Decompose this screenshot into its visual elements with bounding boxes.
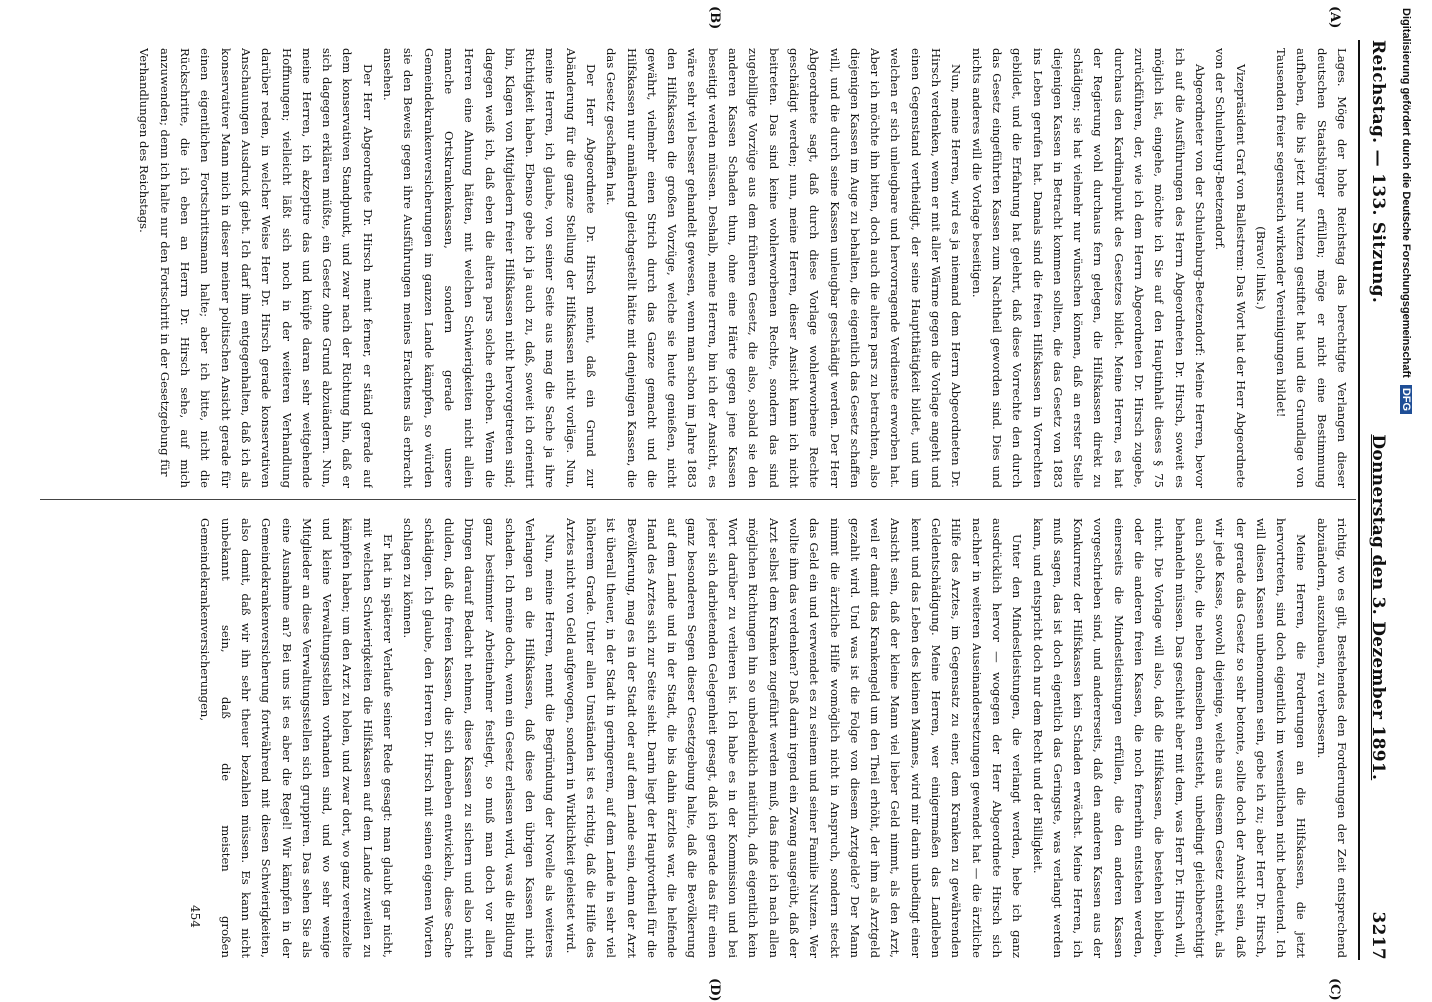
- paragraph: Meine Herren, die Forderungen an die Hilfskassen, die jetzt hervortreten, sind doch eigentlich im wesentlichen nicht bedeutend. Ich will diesen Kassen unbenommen sein, gebe ich zu; aber Herr Dr. Hirsch, der gerade das Gesetz so sehr betonte, sollte doch der Ansicht sein, daß wir jede Kasse, sowohl diejenige, welche aus diesem Gesetz entsteht, als auch solche, die neben demselben entsteht, unbedingt gleichberechtigt behandeln müssen. Das geschieht aber mit dem, was Herr Dr. Hirsch will, nicht. Die Vorlage will also, daß die Hilfskassen, die bestehen bleiben, oder die anderen freien Kassen, die noch fernerhin entstehen werden, einerseits die Mindestleistungen erfüllen, die den anderen Kassen vorgeschrieben sind, und andererseits, daß den anderen Kassen aus der Konkurrenz der Hilfskassen kein Schaden erwächst. Meine Herren, ich muß sagen, das ist doch eigentlich das Geringste, was verlangt werden kann, und entspricht doch nur dem Recht und der Billigkeit.: [1030, 518, 1309, 958]
- paragraph: Unter den Mindestleistungen, die verlangt werden, hebe ich ganz ausdrücklich hervor — wogegen der Herr Abgeordnete Hirsch sich nachher in weiteren Auseinandersetzungen gewendet hat — die ärztliche Hilfe des Arztes, im Gegensatz zu einer, dem Kranken zu gewährenden Geldentschädigung. Meine Herren, wer einigermaßen das Landleben kennt und das Leben des kleinen Mannes, wird mir darin unbedingt einer Ansicht sein, daß der kleine Mann viel lieber Geld nimmt, als den Arzt, weil er damit das Krankengeld um den Theil erhöht, der ihm als Arztgeld gezahlt wird. Und was ist die Folge von diesem Arztgelde? Der Mann nimmt die ärztliche Hilfe womöglich nicht in Anspruch, sondern steckt das Geld ein und verwendet es zu seinem und seiner Familie Nutzen. Wer wollte ihm das verdenken? Daß darin irgend ein Zwang ausgeübt, daß der Arzt selbst dem Kranken zugeführt werden muß, das finde ich nach allen möglichen Richtungen hin so unbedenklich natürlich, daß eigentlich kein Wort darüber zu verlieren ist. Ich habe es in der Kommission und bei jeder sich darbietenden Gelegenheit gesagt, daß ich gerade das für einen ganz besonderen Segen dieser Gesetzgebung halte, daß die Bevölkerung auf dem Lande und in der Stadt, die bis dahin ärztlos war, die helfende Hand des Arztes sich zur Seite sieht. Darin liegt der Hauptvortheil für die Bevölkerung, mag es in der Stadt oder auf dem Lande sein, denn der Arzt ist überall theuer, in der Stadt in geringerem, auf dem Lande in sehr viel höherem Grade. Unter allen Umständen ist es richtig, daß die Hilfe des Arztes nicht von Geld aufgewogen, sondern in Wirklichkeit geleistet wird.: [563, 518, 1025, 958]
- page-number: 3217: [1368, 911, 1388, 960]
- signature-line: Verhandlungen des Reichstags.: [137, 48, 152, 233]
- paragraph: Abgeordneter von der Schulenburg-Beetzendorf: Meine Herren, bevor ich auf die Ausführungen des Herrn Abgeordneten Dr. Hirsch, soweit es möglich ist, eingehe, möchte ich Sie auf den Hauptinhalt dieses § 75 zurückführen, der, wie ich dem Herrn Abgeordneten Dr. Hirsch zugebe, durchaus den Kardinalpunkt des Gesetzes bildet. Meine Herren, es hat der Regierung wohl durchaus fern gelegen, die Hilfskassen direkt zu schädigen; sie hat vielmehr nur wünschen können, daß an erster Stelle diejenigen Kassen in Betracht kommen sollten, die das Gesetz von 1883 ins Leben gerufen hat. Damals sind die freien Hilfskassen in Vorrechten gebildet, und die Erfahrung hat gelehrt, daß diese Vorrechte den durch das Gesetz eingeführten Kassen zum Nachtheil geworden sind. Dies und nichts anderes will die Vorlage beseitigen.: [969, 48, 1207, 488]
- paragraph: Er hat in späterer Verlaufe seiner Rede gesagt: man glaubt gar nicht, mit welchen Schwierigkeiten die Hilfskassen auf dem Lande zuweilen zu kämpfen haben; um den Arzt zu holen, und zwar dort, wo ganz vereinzelte und kleine Verwaltungsstellen vorhanden sind, und wo sehr wenige Mitglieder an diese Verwaltungsstellen sich gruppiren. Das sehen Sie als eine Ausnahme an? Bei uns ist es aber die Regel! Wir kämpfen in der Gemeindekrankenversicherung fortwährend mit diesen Schwierigkeiten, also damit, daß wir ihn sehr theuer bezahlen müssen. Es kann nicht unbekannt sein, daß die meisten großen Gemeindekrankenversicherungen,: [198, 518, 396, 958]
- header-date: Donnerstag den 3. Dezember 1891.: [1368, 434, 1388, 781]
- paragraph: Vizepräsident Graf von Ballestrem: Das Wort hat der Herr Abgeordnete von der Schulenburg-Beetzendorf.: [1213, 48, 1248, 488]
- credit-text: Digitalisierung gefördert durch die Deutsche Forschungsgemeinschaft: [1400, 8, 1412, 378]
- column-divider: [40, 499, 1356, 500]
- left-column: [44, 48, 1352, 488]
- paragraph: Der Herr Abgeordnete Dr. Hirsch meint ferner, er ständ gerade auf dem konservativen Standpunkt, und zwar nach der Richtung hin, daß er sich dagegen erklären müßte, ein Gesetz ohne Grund abzuändern. Nun, meine Herren, ich akzeptire das und knüpfe daran sehr weitgehende Hoffnungen; vielleicht läßt sich noch in der weiteren Verhandlung darüber reden, in welcher Weise Herr Dr. Hirsch gerade konservativen Anschauungen Ausdruck giebt. Ich darf ihm entgegenhalten, daß ich als konservativer Mann mich in dieser meiner politischen Ansicht gerade für einen eigentlichen Fortschrittsmann halte; aber ich bitte, nicht die Rückschritte, die ich eben an Herrn Dr. Hirsch sehe, auf mich anzuwenden; denn ich halte nur den Fortschritt in der Gesetzgebung für: [157, 48, 375, 488]
- page-header: [1364, 40, 1392, 960]
- footer-number: 454: [188, 905, 202, 928]
- dfg-logo: DFG: [1400, 385, 1412, 414]
- paragraph: Nun, meine Herren, wird es ja niemand dem Herrn Abgeordneten Dr. Hirsch verdenken, wenn er mit aller Wärme gegen die Vorlage angeht und einen Gegenstand vertheidigt, der seine Hauptthätigkeit bildet, und um welchen er sich unleugbare und hervorragende Verdienste erworben hat. Aber ich möchte ihn bitten, doch auch die altera pars zu betrachten, also diejenigen Kassen im Auge zu behalten, die eigentlich das Gesetz schaffen will, und die durch seine Kassen unleugbar geschädigt werden. Der Herr Abgeordnete sagt, daß durch diese Vorlage wohlerworbene Rechte geschädigt werden; nun, meine Herren, dieser Ansicht kann ich nicht beitreten. Das sind keine wohlerworbenen Rechte, sondern das sind zugebilligte Vorzüge aus dem früheren Gesetz, die also, sobald sie den anderen Kassen Schaden thun, ohne eine Härte gegen jene Kassen beseitigt werden müssen. Deshalb, meine Herren, bin ich der Ansicht, es wäre sehr viel besser gehandelt gewesen, wenn man schon im Jahre 1883 den Hilfskassen die großen Vorzüge, welche sie heute genießen, nicht gewährt, vielmehr einen Strich durch das Ganze gemacht und die Hilfskassen nur annähernd gleichgestellt hätte mit denjenigen Kassen, die das Gesetz geschaffen hat.: [604, 48, 964, 488]
- right-column: [44, 518, 1352, 958]
- paragraph: Lages. Möge der hohe Reichstag das berechtigte Verlangen dieser deutschen Staatsbürger erfüllen; möge er nicht eine Bestimmung aufheben, die bis jetzt nur Nutzen gestiftet hat und die Grundlage von Tausenden freier segensreich wirkender Vereinigungen bildet!: [1274, 48, 1349, 488]
- applause-note: (Bravo! links.): [1253, 226, 1268, 310]
- paragraph: Nun, meine Herren, nennt die Begründung der Novelle als weiteres Verlangen an die Hilfskassen, daß diese den übrigen Kassen nicht schaden. Ich meine doch, wenn ein Gesetz erlassen wird, was die Bildung ganz bestimmter Arbeitnehmer festlegt, so muß man doch vor allen Dingen darauf Bedacht nehmen, diese Kassen zu sichern und also nicht dulden, daß die freien Kassen, die sich daneben entwickeln, diese Sache schädigen. Ich glaube, den Herren Dr. Hirsch mit seinen eigenen Worten schlagen zu können.: [401, 518, 558, 958]
- margin-marker-a: (A): [1327, 6, 1342, 29]
- margin-marker-b: (B): [707, 6, 722, 30]
- header-rule: [1358, 40, 1360, 960]
- paragraph: Der Herr Abgeordnete Dr. Hirsch meint, daß ein Grund zur Abänderung für die ganze Stellung der Hilfskassen nicht vorläge. Nun, meine Herren, ich glaube, von seiner Seite aus mag die Sache ja ihre Richtigkeit haben. Ebenso gebe ich ja auch zu, daß, soweit ich orientirt bin, Klagen von Mitgliedern freier Hilfskassen nicht hervorgetreten sind; dagegen weiß ich, daß eben die altera pars solche erhoben. Wenn die Herren eine Ahnung hätten, mit welchen Schwierigkeiten nicht allein manche Ortskrankenkassen, sondern gerade unsere Gemeindekrankenversicherungen im ganzen Lande kämpfen, so würden sie den Beweis gegen ihre Ausführungen meines Erachtens als erbracht ansehen.: [381, 48, 599, 488]
- digitization-credit: [1400, 8, 1412, 414]
- header-left: Reichstag. — 133. Sitzung.: [1368, 40, 1388, 304]
- margin-marker-c: (C): [1327, 978, 1342, 1001]
- paragraph: richtig, wo es gilt, Bestehendes den Forderungen der Zeit entsprechend abzuändern, auszubauen, zu verbessern.: [1314, 518, 1349, 958]
- margin-marker-d: (D): [707, 978, 722, 1002]
- document-page: [30, 0, 1402, 1000]
